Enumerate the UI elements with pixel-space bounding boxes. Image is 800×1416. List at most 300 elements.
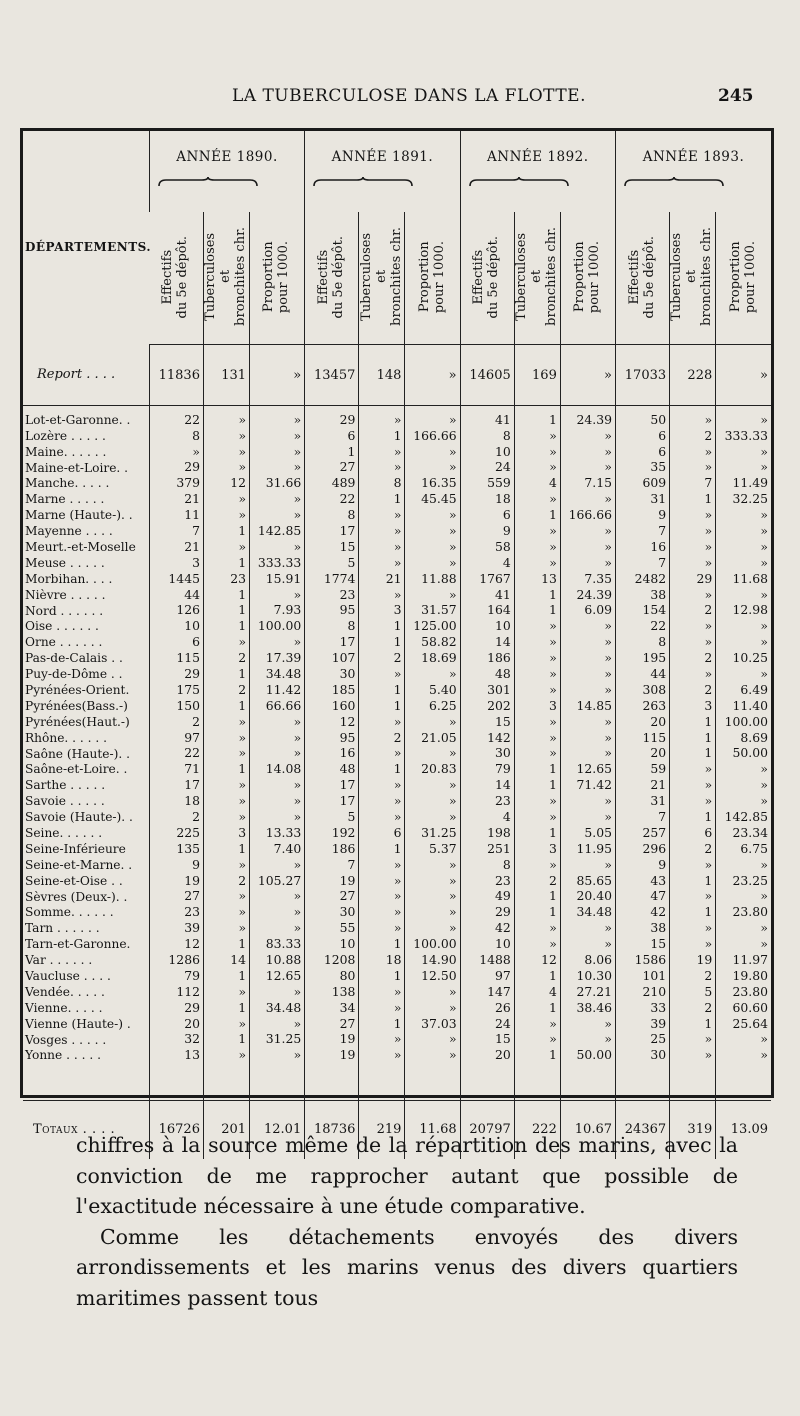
value-cell: » (405, 345, 460, 406)
value-cell: 10 (460, 444, 514, 460)
value-cell: 10 (305, 936, 359, 952)
value-cell: » (670, 460, 716, 476)
value-cell: » (203, 507, 249, 523)
value-cell: 12 (203, 476, 249, 492)
departments-column-header: DÉPARTEMENTS. (25, 240, 152, 255)
value-cell: 301 (460, 682, 514, 698)
value-cell: » (405, 1048, 460, 1064)
department-cell: Marne (Haute-). . (25, 508, 133, 523)
value-cell: » (670, 762, 716, 778)
value-cell: 1 (203, 603, 249, 619)
value-cell: 10.30 (560, 968, 615, 984)
table-row (23, 507, 771, 523)
value-cell: » (203, 444, 249, 460)
value-cell: 25 (616, 1032, 670, 1048)
value-cell: 10 (149, 619, 203, 635)
value-cell: » (560, 539, 615, 555)
value-cell: 257 (616, 825, 670, 841)
value-cell: » (250, 1048, 305, 1064)
value-cell: 14.85 (560, 698, 615, 714)
value-cell: 125.00 (405, 619, 460, 635)
value-cell: 4 (460, 809, 514, 825)
value-cell: 48 (460, 666, 514, 682)
value-cell: 6 (359, 825, 405, 841)
value-cell: 115 (616, 730, 670, 746)
value-cell: 11836 (149, 345, 203, 406)
value-cell: » (250, 793, 305, 809)
value-cell: » (250, 428, 305, 444)
value-cell: 60.60 (716, 1000, 771, 1016)
value-cell: 17 (305, 777, 359, 793)
spacer-cell (149, 1064, 203, 1101)
value-cell: 42 (616, 905, 670, 921)
value-cell: 7 (149, 523, 203, 539)
value-cell: 6.25 (405, 698, 460, 714)
value-cell: 7.15 (560, 476, 615, 492)
value-cell: » (203, 1016, 249, 1032)
value-cell: 6 (670, 825, 716, 841)
value-cell: » (560, 936, 615, 952)
table-row (23, 730, 771, 746)
value-cell: 11.97 (716, 952, 771, 968)
value-cell: 2 (203, 650, 249, 666)
value-cell: 18 (359, 952, 405, 968)
department-cell: Nièvre . . . . . (25, 587, 106, 602)
value-cell: » (359, 873, 405, 889)
value-cell: 2 (670, 968, 716, 984)
table-row (23, 650, 771, 666)
value-cell: » (359, 921, 405, 937)
department-cell: Sèvres (Deux-). . (25, 889, 128, 904)
value-cell: » (514, 634, 560, 650)
value-cell: » (670, 634, 716, 650)
value-cell: » (716, 555, 771, 571)
value-cell: 13.33 (250, 825, 305, 841)
value-cell: 29 (149, 666, 203, 682)
value-cell: 95 (305, 730, 359, 746)
value-cell: 1 (670, 809, 716, 825)
table-row (23, 555, 771, 571)
value-cell: » (514, 460, 560, 476)
value-cell: 66.66 (250, 698, 305, 714)
department-cell: Vendée. . . . . (25, 984, 105, 999)
value-cell: 21 (149, 539, 203, 555)
value-cell: 15 (305, 539, 359, 555)
value-cell: » (250, 1016, 305, 1032)
value-cell: » (405, 984, 460, 1000)
value-cell: » (203, 714, 249, 730)
value-cell: 15 (616, 936, 670, 952)
value-cell: 11 (149, 507, 203, 523)
value-cell: » (250, 777, 305, 793)
value-cell: » (716, 444, 771, 460)
value-cell: 1 (359, 841, 405, 857)
value-cell: 166.66 (560, 507, 615, 523)
spacer-cell (305, 1064, 359, 1101)
value-cell: » (716, 345, 771, 406)
value-cell: 50 (616, 406, 670, 428)
value-cell: » (359, 1000, 405, 1016)
value-cell: 198 (460, 825, 514, 841)
value-cell: 6 (460, 507, 514, 523)
value-cell: » (359, 809, 405, 825)
value-cell: » (716, 406, 771, 428)
value-cell: » (560, 491, 615, 507)
department-cell: Vienne. . . . . (25, 1000, 103, 1015)
value-cell: » (405, 777, 460, 793)
value-cell: 150 (149, 698, 203, 714)
value-cell: » (514, 619, 560, 635)
value-cell: 2 (149, 809, 203, 825)
value-cell: 251 (460, 841, 514, 857)
value-cell: 319 (670, 1100, 716, 1159)
department-cell: Marne . . . . . (25, 492, 105, 507)
value-cell: 195 (616, 650, 670, 666)
value-cell: 97 (149, 730, 203, 746)
value-cell: » (514, 936, 560, 952)
value-cell: 2 (359, 650, 405, 666)
value-cell: 11.95 (560, 841, 615, 857)
table-row (23, 666, 771, 682)
value-cell: » (716, 889, 771, 905)
value-cell: 16.35 (405, 476, 460, 492)
value-cell: 201 (203, 1100, 249, 1159)
table-row (23, 762, 771, 778)
table-row (23, 889, 771, 905)
value-cell: 1 (359, 634, 405, 650)
value-cell: 1 (359, 968, 405, 984)
value-cell: » (359, 714, 405, 730)
brace-icon (624, 177, 724, 187)
department-cell: Pas-de-Calais . . (25, 651, 123, 666)
value-cell: 20 (149, 1016, 203, 1032)
value-cell: » (359, 460, 405, 476)
table-row (23, 793, 771, 809)
value-cell: 192 (305, 825, 359, 841)
value-cell: 24.39 (560, 587, 615, 603)
value-cell: 1 (359, 1016, 405, 1032)
value-cell: 19 (305, 1048, 359, 1064)
value-cell: 32.25 (716, 491, 771, 507)
value-cell: 15.91 (250, 571, 305, 587)
value-cell: 21 (149, 491, 203, 507)
value-cell: 27 (149, 889, 203, 905)
value-cell: » (250, 730, 305, 746)
value-cell: » (514, 1016, 560, 1032)
value-cell: » (359, 1048, 405, 1064)
value-cell: 30 (305, 905, 359, 921)
value-cell: 1 (514, 587, 560, 603)
value-cell: » (405, 857, 460, 873)
statistics-table (23, 131, 771, 1159)
value-cell: 101 (616, 968, 670, 984)
value-cell: 225 (149, 825, 203, 841)
value-cell: 20 (616, 746, 670, 762)
value-cell: 186 (460, 650, 514, 666)
value-cell: 7 (616, 555, 670, 571)
value-cell: » (670, 1048, 716, 1064)
value-cell: 1 (514, 889, 560, 905)
value-cell: 49 (460, 889, 514, 905)
spacer-cell (514, 1064, 560, 1101)
value-cell: 71 (149, 762, 203, 778)
value-cell: » (359, 406, 405, 428)
value-cell: 22 (616, 619, 670, 635)
value-cell: » (405, 523, 460, 539)
tuberculoses-header: Tuberculoses et bronchites chr. (670, 212, 716, 345)
table-row (23, 952, 771, 968)
value-cell: » (359, 793, 405, 809)
value-cell: 37.03 (405, 1016, 460, 1032)
value-cell: 25.64 (716, 1016, 771, 1032)
value-cell: 23.80 (716, 905, 771, 921)
proportion-header: Proportion pour 1000. (250, 212, 305, 345)
effectifs-header: Effectifs du 5e dépôt. (460, 212, 514, 345)
value-cell: 41 (460, 406, 514, 428)
value-cell: 8 (460, 428, 514, 444)
value-cell: » (203, 777, 249, 793)
year-header (616, 131, 772, 212)
value-cell: 186 (305, 841, 359, 857)
value-cell: » (359, 746, 405, 762)
department-cell: Vosges . . . . . (25, 1032, 107, 1047)
value-cell: » (203, 809, 249, 825)
value-cell: 31.25 (405, 825, 460, 841)
value-cell: 115 (149, 650, 203, 666)
value-cell: 9 (616, 507, 670, 523)
value-cell: 7 (616, 523, 670, 539)
value-cell: 1 (203, 1000, 249, 1016)
value-cell: 1 (670, 491, 716, 507)
value-cell: » (203, 1048, 249, 1064)
value-cell: 1767 (460, 571, 514, 587)
value-cell: » (560, 793, 615, 809)
value-cell: » (514, 666, 560, 682)
value-cell: 5 (670, 984, 716, 1000)
value-cell: » (250, 444, 305, 460)
effectifs-header: Effectifs du 5e dépôt. (305, 212, 359, 345)
value-cell: 24 (460, 460, 514, 476)
value-cell: 11.68 (716, 571, 771, 587)
value-cell: 85.65 (560, 873, 615, 889)
department-cell: Seine-Inférieure (25, 841, 126, 856)
value-cell: 17 (305, 793, 359, 809)
value-cell: 1 (203, 698, 249, 714)
value-cell: 22 (305, 491, 359, 507)
value-cell: 135 (149, 841, 203, 857)
value-cell: » (359, 905, 405, 921)
value-cell: » (405, 889, 460, 905)
value-cell: » (405, 714, 460, 730)
value-cell: 1208 (305, 952, 359, 968)
value-cell: 13 (514, 571, 560, 587)
value-cell: 30 (616, 1048, 670, 1064)
value-cell: 6 (305, 428, 359, 444)
value-cell: 3 (670, 698, 716, 714)
value-cell: 1 (514, 777, 560, 793)
department-cell: Tarn . . . . . . (25, 921, 100, 936)
department-cell: Nord . . . . . . (25, 603, 104, 618)
value-cell: 5 (305, 555, 359, 571)
value-cell: 5 (305, 809, 359, 825)
value-cell: 27.21 (560, 984, 615, 1000)
value-cell: 4 (514, 476, 560, 492)
value-cell: 1 (203, 968, 249, 984)
value-cell: » (514, 539, 560, 555)
value-cell: 379 (149, 476, 203, 492)
department-cell: Vienne (Haute-) . (25, 1016, 131, 1031)
spacer-cell (250, 1064, 305, 1101)
value-cell: 27 (305, 889, 359, 905)
value-cell: 42 (460, 921, 514, 937)
value-cell: 10 (460, 936, 514, 952)
value-cell: 95 (305, 603, 359, 619)
value-cell: 79 (460, 762, 514, 778)
value-cell: 489 (305, 476, 359, 492)
value-cell: 2 (670, 682, 716, 698)
value-cell: 3 (203, 825, 249, 841)
value-cell: 2482 (616, 571, 670, 587)
value-cell: 228 (670, 345, 716, 406)
year-label: ANNÉE 1891. (331, 149, 434, 165)
value-cell: » (203, 428, 249, 444)
table-row (23, 825, 771, 841)
value-cell: » (560, 682, 615, 698)
value-cell: 3 (359, 603, 405, 619)
value-cell: 1 (203, 555, 249, 571)
value-cell: 1 (203, 762, 249, 778)
department-cell: Savoie . . . . . (25, 794, 105, 809)
value-cell: 8 (305, 619, 359, 635)
table-row (23, 841, 771, 857)
value-cell: 5.37 (405, 841, 460, 857)
table-row (23, 476, 771, 492)
value-cell: » (250, 460, 305, 476)
value-cell: » (514, 921, 560, 937)
value-cell: » (359, 444, 405, 460)
value-cell: » (203, 406, 249, 428)
value-cell: 9 (149, 857, 203, 873)
running-header (0, 86, 800, 110)
value-cell: 47 (616, 889, 670, 905)
value-cell: » (670, 507, 716, 523)
value-cell: » (560, 555, 615, 571)
value-cell: 609 (616, 476, 670, 492)
value-cell: » (250, 746, 305, 762)
department-cell: Manche. . . . . (25, 476, 110, 491)
value-cell: » (203, 539, 249, 555)
year-label: ANNÉE 1892. (487, 149, 589, 165)
value-cell: » (560, 921, 615, 937)
value-cell: 39 (616, 1016, 670, 1032)
value-cell: » (514, 444, 560, 460)
value-cell: 219 (359, 1100, 405, 1159)
value-cell: » (716, 507, 771, 523)
value-cell: 59 (616, 762, 670, 778)
value-cell: » (716, 666, 771, 682)
value-cell: 2 (670, 603, 716, 619)
value-cell: 17 (305, 634, 359, 650)
brace-icon (469, 177, 569, 187)
value-cell: 6 (616, 444, 670, 460)
value-cell: » (405, 873, 460, 889)
report-row (23, 345, 771, 406)
value-cell: 29 (460, 905, 514, 921)
value-cell: 23 (203, 571, 249, 587)
value-cell: 296 (616, 841, 670, 857)
value-cell: 79 (149, 968, 203, 984)
table-row (23, 619, 771, 635)
value-cell: 14.08 (250, 762, 305, 778)
value-cell: » (250, 905, 305, 921)
value-cell: 131 (203, 345, 249, 406)
value-cell: 23 (460, 793, 514, 809)
value-cell: 166.66 (405, 428, 460, 444)
value-cell: 1 (203, 936, 249, 952)
value-cell: 12.98 (716, 603, 771, 619)
value-cell: 19 (305, 1032, 359, 1048)
value-cell: 11.40 (716, 698, 771, 714)
value-cell: 8 (460, 857, 514, 873)
value-cell: » (405, 905, 460, 921)
value-cell: 34 (305, 1000, 359, 1016)
value-cell: 34.48 (560, 905, 615, 921)
department-cell: Pyrénées(Haut.-) (25, 714, 130, 729)
spacer-cell (560, 1064, 615, 1101)
value-cell: 2 (670, 650, 716, 666)
value-cell: 23 (149, 905, 203, 921)
value-cell: 22 (149, 746, 203, 762)
value-cell: » (560, 345, 615, 406)
value-cell: 5.05 (560, 825, 615, 841)
value-cell: » (560, 650, 615, 666)
value-cell: 10 (460, 619, 514, 635)
spacer-cell (203, 1064, 249, 1101)
value-cell: 32 (149, 1032, 203, 1048)
value-cell: 8 (359, 476, 405, 492)
table-row (23, 634, 771, 650)
value-cell: » (203, 793, 249, 809)
value-cell: » (560, 634, 615, 650)
value-cell: » (716, 762, 771, 778)
value-cell: » (203, 746, 249, 762)
value-cell: » (560, 746, 615, 762)
value-cell: 107 (305, 650, 359, 666)
value-cell: » (514, 555, 560, 571)
value-cell: » (203, 889, 249, 905)
value-cell: » (405, 587, 460, 603)
value-cell: 7 (616, 809, 670, 825)
department-cell: Lot-et-Garonne. . (25, 412, 131, 427)
department-cell: Pyrénées(Bass.-) (25, 698, 128, 713)
value-cell: » (560, 444, 615, 460)
department-cell: Vaucluse . . . . (25, 969, 111, 984)
value-cell: » (716, 619, 771, 635)
value-cell: 10.88 (250, 952, 305, 968)
value-cell: 12.50 (405, 968, 460, 984)
brace-icon (158, 177, 258, 187)
value-cell: 12 (305, 714, 359, 730)
value-cell: 26 (460, 1000, 514, 1016)
department-cell: Maine-et-Loire. . (25, 460, 129, 475)
value-cell: » (405, 539, 460, 555)
department-cell: Sarthe . . . . . (25, 778, 106, 793)
spacer-cell (359, 1064, 405, 1101)
value-cell: 3 (514, 698, 560, 714)
value-cell: 138 (305, 984, 359, 1000)
value-cell: » (203, 460, 249, 476)
department-cell: Var . . . . . . (25, 953, 93, 968)
